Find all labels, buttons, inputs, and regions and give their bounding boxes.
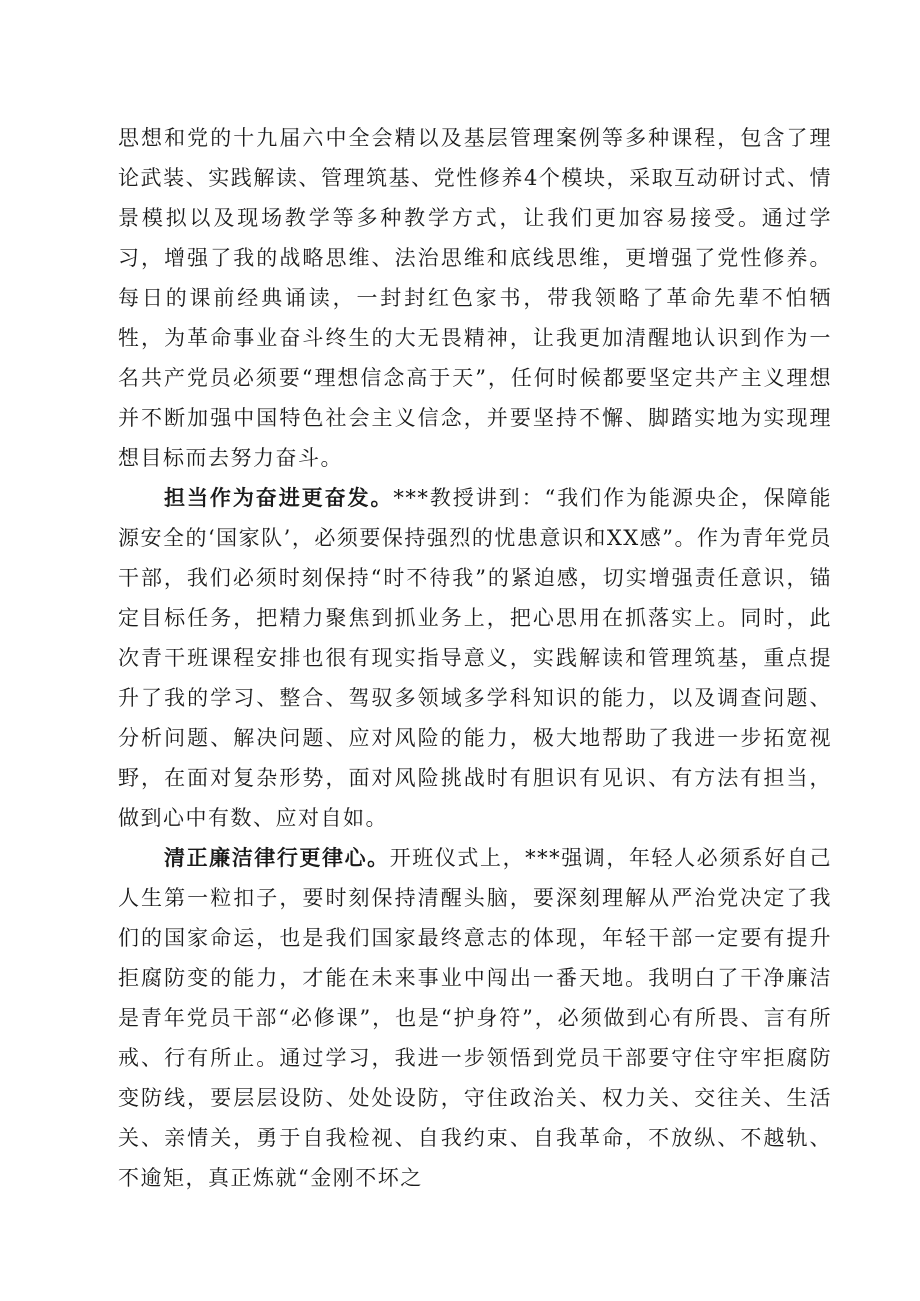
paragraph-heading: 清正廉洁律行更律心。 bbox=[164, 846, 390, 870]
paragraph-text: 思想和党的十九届六中全会精以及基层管理案例等多种课程，包含了理论武装、实践解读、管理筑基、党性修养4个模块，采取互动研讨式、情景模拟以及现场教学等多种教学方式，让我们更加容易接受。通过学习，增强了我的战略思维、法治思维和底线思维，更增强了党性修养。每日的课前经典诵读，一封封红色家书，带我领略了革命先辈不怕牺牲，为革命事业奋斗终生的大无畏精神，让我更加清醒地认识到作为一名共产党员必须要“理想信念高于天”，任何时候都要坚定共产主义理想并不断加强中国特色社会主义信念，并要坚持不懈、脚踏实地为实现理想目标而去努力奋斗。 bbox=[118, 126, 832, 470]
paragraph-text: 开班仪式上，***强调，年轻人必须系好自己人生第一粒扣子，要时刻保持清醒头脑，要深刻理解从严治党决定了我们的国家命运，也是我们国家最终意志的体现，年轻干部一定要有提升拒腐防变的能力，才能在未来事业中闯出一番天地。我明白了干净廉洁是青年党员干部“必修课”，也是“护身符”，必须做到心有所畏、言有所戒、行有所止。通过学习，我进一步领悟到党员干部要守住守牢拒腐防变防线，要层层设防、处处设防，守住政治关、权力关、交往关、生活关、亲情关，勇于自我检视、自我约束、自我革命，不放纵、不越轨、不逾矩，真正炼就“金刚不坏之 bbox=[118, 846, 833, 1190]
paragraph-text: ***教授讲到：“我们作为能源央企，保障能源安全的‘国家队’，必须要保持强烈的忧患意识和XX感”。作为青年党员干部，我们必须时刻保持“时不待我”的紧迫感，切实增强责任意识，锚定目标任务，把精力聚焦到抓业务上，把心思用在抓落实上。同时，此次青干班课程安排也很有现实指导意义，实践解读和管理筑基，重点提升了我的学习、整合、驾驭多领域多学科知识的能力，以及调查问题、分析问题、解决问题、应对风险的能力，极大地帮助了我进一步拓宽视野，在面对复杂形势，面对风险挑战时有胆识有见识、有方法有担当，做到心中有数、应对自如。 bbox=[118, 486, 833, 830]
document-body bbox=[118, 118, 832, 1198]
paragraph-continued bbox=[118, 118, 832, 478]
paragraph-integrity bbox=[118, 838, 832, 1198]
paragraph-responsibility bbox=[118, 478, 832, 838]
paragraph-heading: 担当作为奋进更奋发。 bbox=[164, 486, 394, 510]
